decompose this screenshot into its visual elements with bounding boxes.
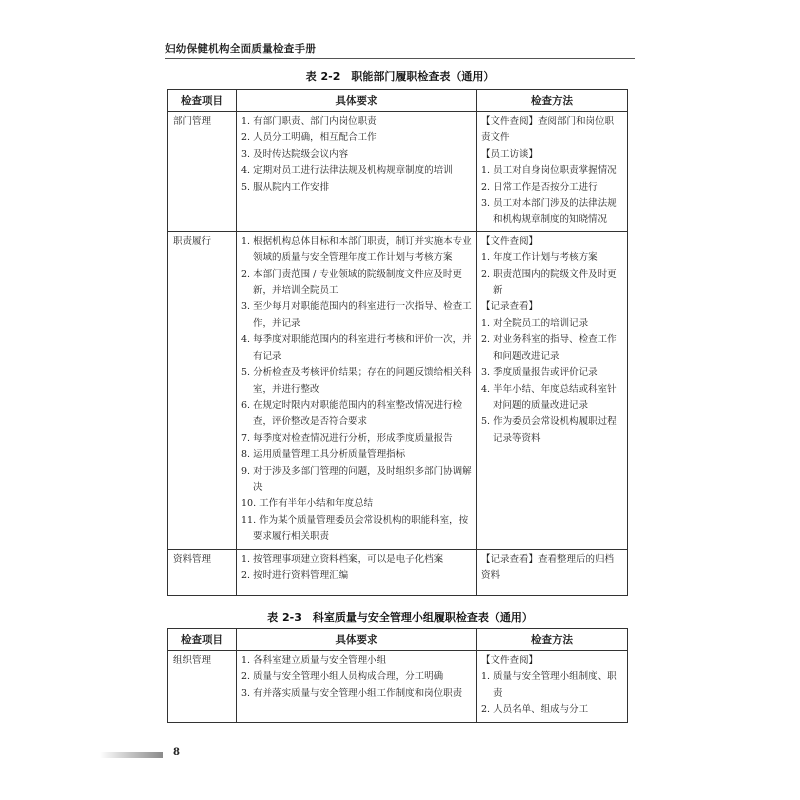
requirement-line: 3. 至少每月对职能范围内的科室进行一次指导、检查工作，并记录 [241, 301, 472, 329]
column-header-methods: 检查方法 [477, 90, 628, 112]
methods-cell [477, 112, 628, 232]
requirement-line: 1. 按管理事项建立资料档案，可以是电子化档案 [241, 553, 444, 565]
method-line: 1. 员工对自身岗位职责掌握情况 [481, 165, 617, 177]
page-number: 8 [173, 747, 180, 758]
requirement-line: 2. 人员分工明确，相互配合工作 [241, 132, 377, 144]
requirement-line: 11. 作为某个质量管理委员会常设机构的职能科室，按要求履行相关职责 [241, 514, 469, 543]
methods-cell [477, 549, 628, 595]
table-row [168, 651, 628, 723]
requirement-line: 2. 按时进行资料管理汇编 [241, 570, 349, 582]
requirement-line: 1. 根据机构总体目标和本部门职责，制订并实施本专业领域的质量与安全管理年度工作计划与考核方案 [241, 235, 472, 264]
method-line: 【文件查阅】 [481, 655, 539, 666]
method-line: 5. 作为委员会常设机构履职过程记录等资料 [481, 416, 617, 444]
requirement-line: 2. 本部门责范围 / 专业领域的院级制度文件应及时更新，并培训全院员工 [241, 268, 462, 297]
method-line: 【文件查阅】查阅部门和岗位职责文件 [481, 116, 615, 144]
requirement-line: 6. 在规定时限内对职能范围内的科室整改情况进行检查，评价整改是否符合要求 [241, 399, 463, 428]
running-header: 妇幼保健机构全面质量检查手册 [165, 43, 317, 55]
method-line: 1. 质量与安全管理小组制度、职责 [481, 671, 617, 699]
requirement-line: 9. 对于涉及多部门管理的问题，及时组织多部门协调解决 [241, 465, 472, 493]
requirements-cell [237, 231, 477, 549]
method-line: 2. 对业务科室的指导、检查工作和问题改进记录 [481, 334, 617, 362]
check-item: 组织管理 [168, 651, 237, 723]
requirement-line: 3. 有并落实质量与安全管理小组工作制度和岗位职责 [241, 687, 463, 699]
method-line: 【记录查看】 [481, 301, 539, 313]
requirement-line: 1. 有部门职责、部门内岗位职责 [241, 116, 377, 127]
method-line: 【记录查看】查看整理后的归档资料 [481, 553, 615, 582]
requirements-cell [237, 549, 477, 595]
table-row [168, 549, 628, 595]
column-header-item: 检查项目 [168, 90, 237, 112]
requirement-line: 4. 定期对员工进行法律法规及机构规章制度的培训 [241, 165, 453, 177]
requirement-line: 4. 每季度对职能范围内的科室进行考核和评价一次，并有记录 [241, 334, 472, 362]
table-header-row [168, 90, 628, 112]
method-line: 1. 对全院员工的培训记录 [481, 317, 589, 329]
method-line: 【员工访谈】 [481, 148, 539, 160]
method-line: 2. 日常工作是否按分工进行 [481, 181, 598, 193]
requirement-line: 5. 分析检查及考核评价结果；存在的问题反馈给相关科室，并进行整改 [241, 367, 472, 395]
column-header-item: 检查项目 [168, 629, 237, 651]
column-header-methods: 检查方法 [477, 629, 628, 651]
requirement-line: 3. 及时传达院级会议内容 [241, 148, 349, 160]
requirement-line: 2. 质量与安全管理小组人员构成合理，分工明确 [241, 671, 444, 683]
method-line: 4. 半年小结、年度总结或科室针对问题的质量改进记录 [481, 383, 617, 411]
method-line: 3. 季度质量报告或评价记录 [481, 367, 598, 379]
requirement-line: 1. 各科室建立质量与安全管理小组 [241, 655, 387, 666]
methods-cell [477, 231, 628, 549]
table-header-row [168, 629, 628, 651]
method-line: 3. 员工对本部门涉及的法律法规和机构规章制度的知晓情况 [481, 198, 617, 226]
requirement-line: 10. 工作有半年小结和年度总结 [241, 498, 374, 510]
check-item: 职责履行 [168, 231, 237, 549]
table-row [168, 112, 628, 232]
check-item: 资料管理 [168, 549, 237, 595]
method-line: 2. 人员名单、组成与分工 [481, 704, 589, 716]
requirements-cell [237, 112, 477, 232]
table-2-3-title: 表 2-3 科室质量与安全管理小组履职检查表（通用） [267, 611, 533, 624]
requirement-line: 8. 运用质量管理工具分析质量管理指标 [241, 449, 406, 461]
column-header-requirements: 具体要求 [237, 629, 477, 651]
table-2-2-title: 表 2-2 职能部门履职检查表（通用） [305, 70, 495, 83]
method-line: 1. 年度工作计划与考核方案 [481, 252, 598, 264]
column-header-requirements: 具体要求 [237, 90, 477, 112]
method-line: 2. 职责范围内的院级文件及时更新 [481, 268, 617, 297]
header-rule [165, 58, 635, 59]
check-item: 部门管理 [168, 112, 237, 232]
method-line: 【文件查阅】 [481, 235, 539, 247]
requirement-line: 7. 每季度对检查情况进行分析，形成季度质量报告 [241, 432, 453, 444]
table-2-3 [167, 628, 628, 723]
methods-cell [477, 651, 628, 723]
requirements-cell [237, 651, 477, 723]
footer-gradient-bar [100, 752, 163, 758]
table-row [168, 231, 628, 549]
table-2-2 [167, 89, 628, 596]
requirement-line: 5. 服从院内工作安排 [241, 181, 330, 193]
